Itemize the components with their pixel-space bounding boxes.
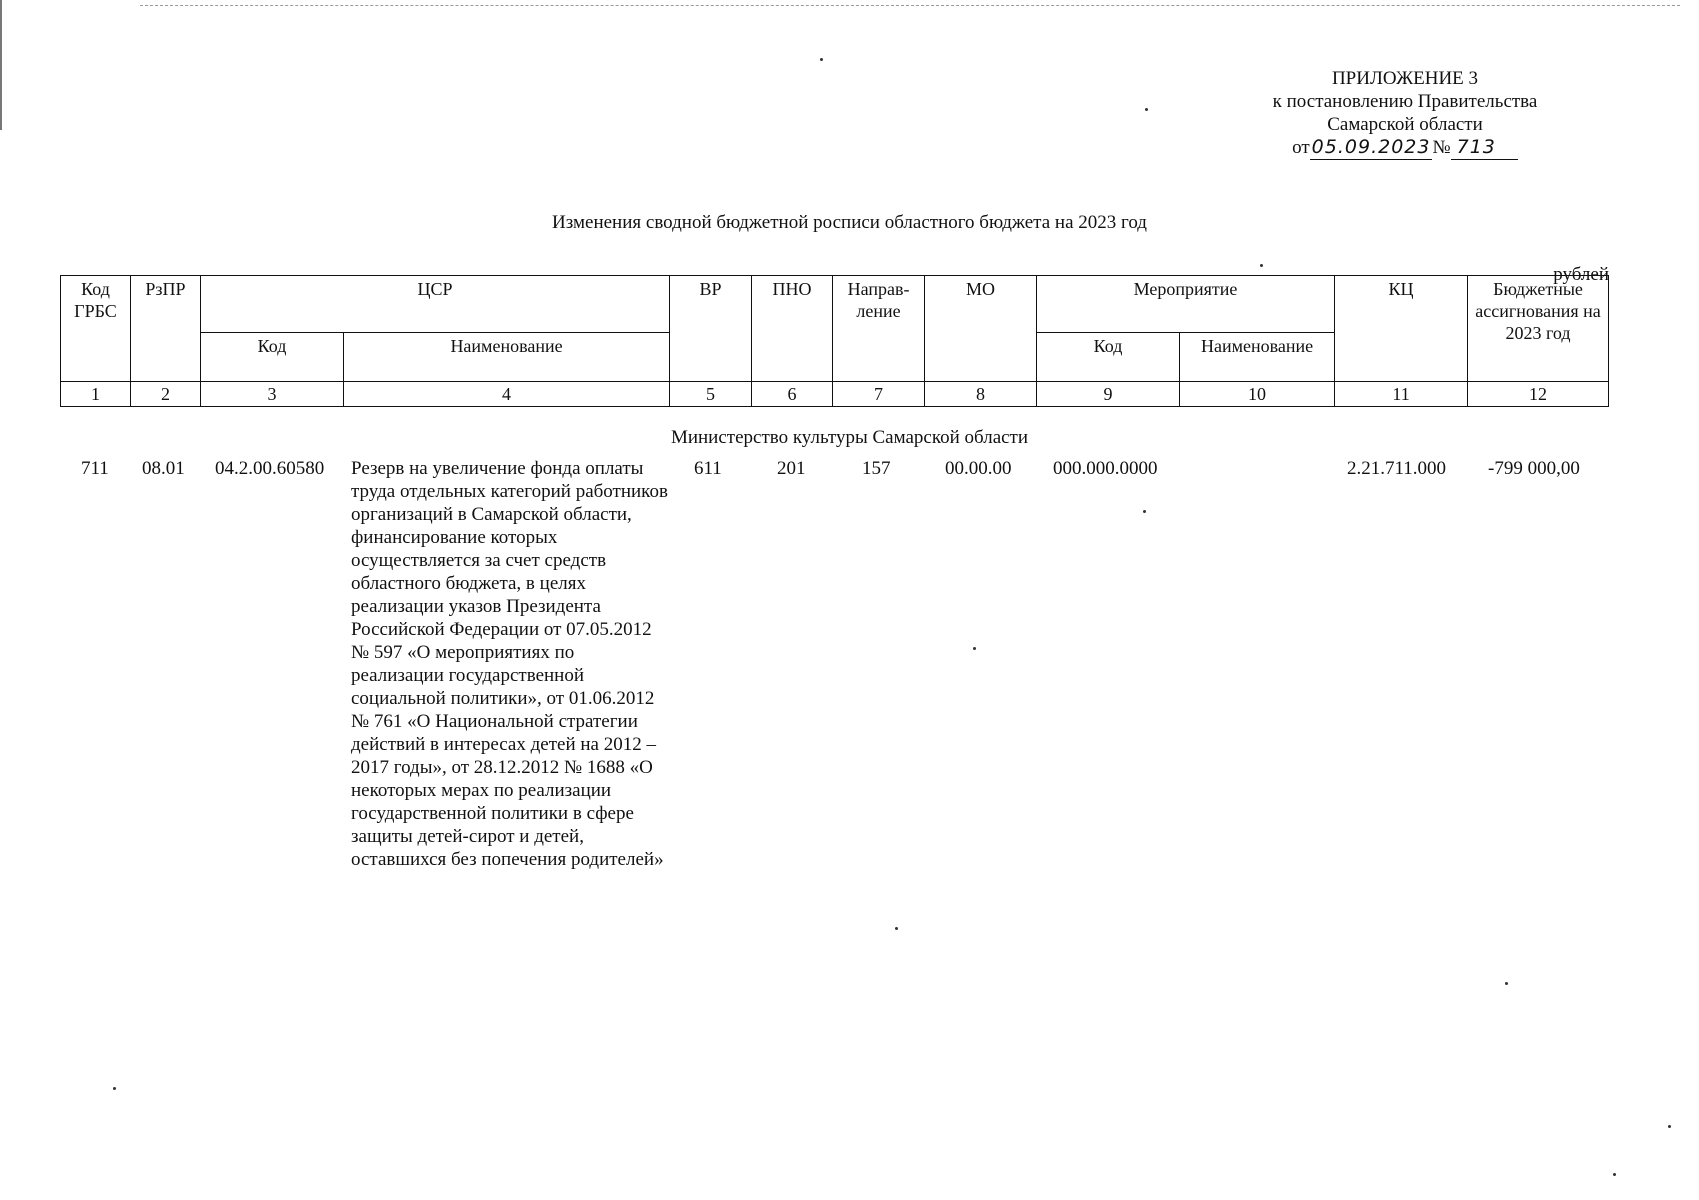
cell-rzpr: 08.01 xyxy=(142,458,185,479)
cell-mo: 00.00.00 xyxy=(945,458,1012,479)
header-event-kod: Код xyxy=(1037,333,1180,382)
scan-speck xyxy=(895,927,898,930)
header-direction: Направ-ление xyxy=(833,276,925,382)
cell-kod-grbs: 711 xyxy=(81,458,109,479)
column-number: 3 xyxy=(201,382,344,407)
header-vr: ВР xyxy=(670,276,752,382)
column-number: 7 xyxy=(833,382,925,407)
scan-edge-line xyxy=(140,5,1680,6)
cell-pno: 201 xyxy=(777,458,806,479)
scan-speck xyxy=(820,58,823,61)
header-event: Мероприятие xyxy=(1037,276,1335,333)
header-csr-kod: Код xyxy=(201,333,344,382)
scan-speck xyxy=(1260,264,1263,267)
scan-speck xyxy=(1613,1173,1616,1176)
header-budget: Бюджетные ассигнования на 2023 год xyxy=(1468,276,1609,382)
header-rzpr: РзПР xyxy=(131,276,201,382)
column-number: 1 xyxy=(61,382,131,407)
cell-direction: 157 xyxy=(862,458,891,479)
header-event-name: Наименование xyxy=(1180,333,1335,382)
appendix-date-line xyxy=(1240,136,1570,160)
handwritten-date: 05.09.2023 xyxy=(1311,136,1431,158)
cell-vr: 611 xyxy=(694,458,722,479)
appendix-header xyxy=(1240,67,1570,160)
header-kod-grbs: Код ГРБС xyxy=(61,276,131,382)
scan-speck xyxy=(973,647,976,650)
column-number: 11 xyxy=(1335,382,1468,407)
column-number: 5 xyxy=(670,382,752,407)
scan-speck xyxy=(1505,982,1508,985)
budget-table-header xyxy=(60,275,1609,407)
document-title: Изменения сводной бюджетной росписи областного бюджета на 2023 год xyxy=(552,212,1147,233)
scan-speck xyxy=(1143,510,1146,513)
column-number: 10 xyxy=(1180,382,1335,407)
header-mo: МО xyxy=(925,276,1037,382)
scan-speck xyxy=(113,1087,116,1090)
column-number: 9 xyxy=(1037,382,1180,407)
from-prefix: от xyxy=(1292,137,1310,158)
cell-event-kod: 000.000.0000 xyxy=(1053,458,1158,479)
column-number: 12 xyxy=(1468,382,1609,407)
cell-csr-kod: 04.2.00.60580 xyxy=(215,458,325,479)
handwritten-number: 713 xyxy=(1451,136,1518,160)
column-number: 4 xyxy=(344,382,670,407)
column-number: 6 xyxy=(752,382,833,407)
cell-csr-name: Резерв на увеличение фонда оплаты труда отдельных категорий работников организаций в Самарской области, финансирование которых осуществляется за счет средств областного бюджета, в целях реализации указов Президента Российской Федерации от 07.05.2012 № 597 «О мероприятиях по реализации государственной социальной политики», от 01.06.2012 № 761 «О Национальной стратегии действий в интересах детей на 2012 – 2017 годы», от 28.12.2012 № 1688 «О некоторых мерах по реализации государственной политики в сфере защиты детей-сирот и детей, оставшихся без попечения родителей» xyxy=(351,458,668,870)
header-kc: КЦ xyxy=(1335,276,1468,382)
appendix-resolution-line: к постановлению Правительства xyxy=(1272,91,1538,112)
header-pno: ПНО xyxy=(752,276,833,382)
header-csr: ЦСР xyxy=(201,276,670,333)
section-heading: Министерство культуры Самарской области xyxy=(670,427,1029,448)
header-csr-name: Наименование xyxy=(344,333,670,382)
column-number: 2 xyxy=(131,382,201,407)
column-number: 8 xyxy=(925,382,1037,407)
scan-left-edge xyxy=(0,0,2,130)
units-label: рублей xyxy=(1553,264,1609,285)
scan-speck xyxy=(1145,108,1148,111)
cell-budget: -799 000,00 xyxy=(1488,458,1580,479)
cell-kc: 2.21.711.000 xyxy=(1347,458,1447,479)
scan-speck xyxy=(1668,1125,1671,1128)
number-prefix: № xyxy=(1432,137,1451,158)
appendix-title: ПРИЛОЖЕНИЕ 3 xyxy=(1331,68,1479,89)
appendix-region-line: Самарской области xyxy=(1327,114,1483,135)
